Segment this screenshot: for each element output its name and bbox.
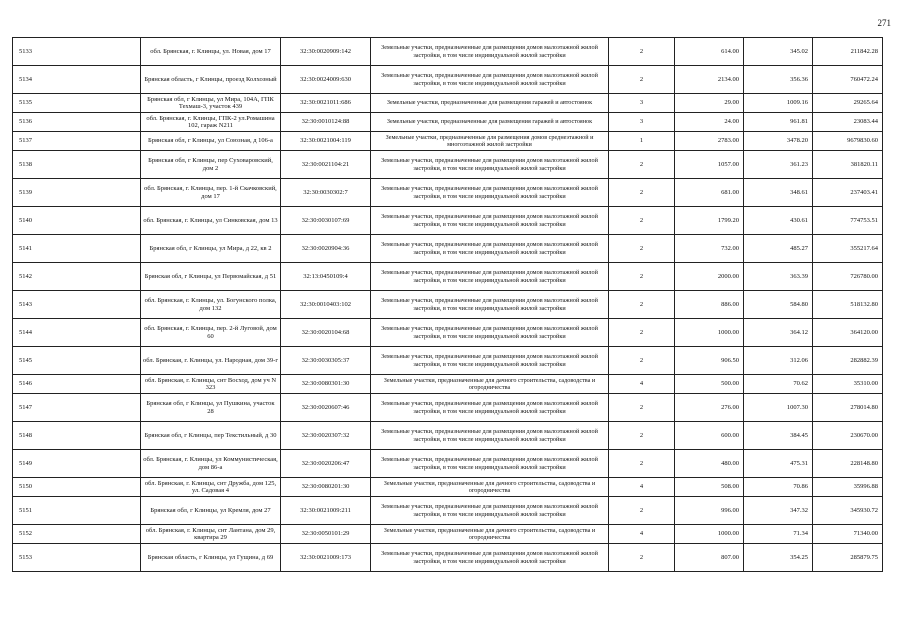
land-use-cell: Земельные участки, предназначенные для дачного строительства, садоводства и огородничества <box>371 478 609 497</box>
table-row <box>13 544 883 572</box>
land-use-cell: Земельные участки, предназначенные для размещения домов малоэтажной жилой застройки, в том числе индивидуальной жилой застройки <box>371 179 609 207</box>
area-cell: 614.00 <box>675 38 744 66</box>
address-cell: обл. Брянская, г. Клинцы, снт Дружба, дом 125, ул. Садовая 4 <box>141 478 281 497</box>
table-row <box>13 375 883 394</box>
area-cell: 2134.00 <box>675 66 744 94</box>
cadastral-number-cell: 32:30:0030305:37 <box>281 347 371 375</box>
row-number: 5139 <box>13 179 141 207</box>
area-cell: 24.00 <box>675 113 744 132</box>
land-use-cell: Земельные участки, предназначенные для размещения домов малоэтажной жилой застройки, в том числе индивидуальной жилой застройки <box>371 422 609 450</box>
table-row <box>13 525 883 544</box>
address-cell: Брянская область, г Клинцы, ул Гущина, д 69 <box>141 544 281 572</box>
address-cell: Брянская обл, г Клинцы, ул Первомайская, д 51 <box>141 263 281 291</box>
table-row <box>13 497 883 525</box>
group-cell: 2 <box>609 497 675 525</box>
cadastral-cost-cell: 278014.80 <box>813 394 883 422</box>
row-number: 5148 <box>13 422 141 450</box>
cadastral-cost-cell: 230670.00 <box>813 422 883 450</box>
land-use-cell: Земельные участки, предназначенные для размещения домов малоэтажной жилой застройки, в том числе индивидуальной жилой застройки <box>371 207 609 235</box>
specific-value-cell: 384.45 <box>744 422 813 450</box>
land-use-cell: Земельные участки, предназначенные для размещения гаражей и автостоянок <box>371 94 609 113</box>
cadastral-number-cell: 32:30:0020206:47 <box>281 450 371 478</box>
address-cell: Брянская обл, г Клинцы, ул Кремля, дом 27 <box>141 497 281 525</box>
specific-value-cell: 1007.30 <box>744 394 813 422</box>
table-row <box>13 207 883 235</box>
row-number: 5144 <box>13 319 141 347</box>
land-use-cell: Земельные участки, предназначенные для размещения гаражей и автостоянок <box>371 113 609 132</box>
specific-value-cell: 1009.16 <box>744 94 813 113</box>
address-cell: Брянская обл, г Клинцы, ул Союзная, д 106-а <box>141 132 281 151</box>
cadastral-number-cell: 32:30:0080201:30 <box>281 478 371 497</box>
cadastral-number-cell: 32:30:0020607:46 <box>281 394 371 422</box>
group-cell: 2 <box>609 207 675 235</box>
table-row <box>13 263 883 291</box>
cadastral-number-cell: 32:30:0010403:102 <box>281 291 371 319</box>
address-cell: Брянская обл, г Клинцы, пер Текстильный, д 30 <box>141 422 281 450</box>
specific-value-cell: 475.31 <box>744 450 813 478</box>
row-number: 5137 <box>13 132 141 151</box>
cadastral-cost-cell: 29265.64 <box>813 94 883 113</box>
group-cell: 2 <box>609 179 675 207</box>
group-cell: 2 <box>609 235 675 263</box>
cadastral-value-table <box>12 37 883 572</box>
cadastral-number-cell: 32:30:0050101:29 <box>281 525 371 544</box>
table-row <box>13 319 883 347</box>
specific-value-cell: 348.61 <box>744 179 813 207</box>
table-row <box>13 450 883 478</box>
cadastral-cost-cell: 381820.11 <box>813 151 883 179</box>
land-use-cell: Земельные участки, предназначенные для размещения домов малоэтажной жилой застройки, в том числе индивидуальной жилой застройки <box>371 66 609 94</box>
cadastral-cost-cell: 35310.00 <box>813 375 883 394</box>
area-cell: 29.00 <box>675 94 744 113</box>
area-cell: 1000.00 <box>675 319 744 347</box>
group-cell: 3 <box>609 94 675 113</box>
group-cell: 2 <box>609 450 675 478</box>
area-cell: 996.00 <box>675 497 744 525</box>
table-row <box>13 113 883 132</box>
address-cell: Брянская обл, г Клинцы, ул Мира, 104А, ГПК Техмаш-3, участок 439 <box>141 94 281 113</box>
area-cell: 480.00 <box>675 450 744 478</box>
area-cell: 600.00 <box>675 422 744 450</box>
group-cell: 2 <box>609 263 675 291</box>
group-cell: 4 <box>609 478 675 497</box>
cadastral-cost-cell: 774753.51 <box>813 207 883 235</box>
row-number: 5141 <box>13 235 141 263</box>
address-cell: обл. Брянская, г. Клинцы, ул Синковская, дом 13 <box>141 207 281 235</box>
cadastral-cost-cell: 760472.24 <box>813 66 883 94</box>
cadastral-number-cell: 32:30:0010124:88 <box>281 113 371 132</box>
cadastral-number-cell: 32:30:0030302:7 <box>281 179 371 207</box>
specific-value-cell: 430.61 <box>744 207 813 235</box>
table-row <box>13 151 883 179</box>
area-cell: 732.00 <box>675 235 744 263</box>
land-use-cell: Земельные участки, предназначенные для дачного строительства, садоводства и огородничества <box>371 375 609 394</box>
address-cell: обл. Брянская, г. Клинцы, пер. 1-й Скачковский, дом 17 <box>141 179 281 207</box>
cadastral-number-cell: 32:30:0020904:36 <box>281 235 371 263</box>
specific-value-cell: 485.27 <box>744 235 813 263</box>
address-cell: Брянская обл, г Клинцы, ул Мира, д 22, кв 2 <box>141 235 281 263</box>
table-row <box>13 422 883 450</box>
cadastral-cost-cell: 35996.88 <box>813 478 883 497</box>
specific-value-cell: 961.81 <box>744 113 813 132</box>
table-row <box>13 179 883 207</box>
specific-value-cell: 354.25 <box>744 544 813 572</box>
area-cell: 276.00 <box>675 394 744 422</box>
row-number: 5147 <box>13 394 141 422</box>
group-cell: 2 <box>609 422 675 450</box>
table-row <box>13 235 883 263</box>
specific-value-cell: 3478.20 <box>744 132 813 151</box>
land-use-cell: Земельные участки, предназначенные для размещения домов малоэтажной жилой застройки, в том числе индивидуальной жилой застройки <box>371 38 609 66</box>
specific-value-cell: 364.12 <box>744 319 813 347</box>
area-cell: 807.00 <box>675 544 744 572</box>
specific-value-cell: 347.32 <box>744 497 813 525</box>
land-use-cell: Земельные участки, предназначенные для размещения домов малоэтажной жилой застройки, в том числе индивидуальной жилой застройки <box>371 394 609 422</box>
table-row <box>13 66 883 94</box>
group-cell: 4 <box>609 375 675 394</box>
cadastral-cost-cell: 9679830.60 <box>813 132 883 151</box>
group-cell: 2 <box>609 394 675 422</box>
cadastral-cost-cell: 345930.72 <box>813 497 883 525</box>
area-cell: 681.00 <box>675 179 744 207</box>
area-cell: 508.00 <box>675 478 744 497</box>
cadastral-number-cell: 32:30:0021011:686 <box>281 94 371 113</box>
group-cell: 2 <box>609 544 675 572</box>
cadastral-number-cell: 32:30:0020307:32 <box>281 422 371 450</box>
cadastral-cost-cell: 71340.00 <box>813 525 883 544</box>
land-use-cell: Земельные участки, предназначенные для размещения домов малоэтажной жилой застройки, в том числе индивидуальной жилой застройки <box>371 319 609 347</box>
cadastral-cost-cell: 228148.80 <box>813 450 883 478</box>
cadastral-cost-cell: 355217.64 <box>813 235 883 263</box>
land-use-cell: Земельные участки, предназначенные для размещения домов среднеэтажной и многоэтажной жилой застройки <box>371 132 609 151</box>
specific-value-cell: 345.02 <box>744 38 813 66</box>
cadastral-number-cell: 32:30:0021104:21 <box>281 151 371 179</box>
group-cell: 4 <box>609 525 675 544</box>
cadastral-number-cell: 32:30:0020104:68 <box>281 319 371 347</box>
specific-value-cell: 70.62 <box>744 375 813 394</box>
row-number: 5146 <box>13 375 141 394</box>
row-number: 5143 <box>13 291 141 319</box>
table-row <box>13 478 883 497</box>
specific-value-cell: 363.39 <box>744 263 813 291</box>
group-cell: 3 <box>609 113 675 132</box>
row-number: 5134 <box>13 66 141 94</box>
area-cell: 1057.00 <box>675 151 744 179</box>
cadastral-number-cell: 32:30:0021009:211 <box>281 497 371 525</box>
table-body <box>13 38 883 572</box>
row-number: 5151 <box>13 497 141 525</box>
group-cell: 2 <box>609 66 675 94</box>
address-cell: обл. Брянская, г. Клинцы, ГПК-2 ул.Ромашина 102, гараж N211 <box>141 113 281 132</box>
page-number: 271 <box>877 18 891 28</box>
cadastral-cost-cell: 285879.75 <box>813 544 883 572</box>
specific-value-cell: 71.34 <box>744 525 813 544</box>
group-cell: 2 <box>609 291 675 319</box>
specific-value-cell: 356.36 <box>744 66 813 94</box>
specific-value-cell: 361.23 <box>744 151 813 179</box>
area-cell: 1799.20 <box>675 207 744 235</box>
area-cell: 500.00 <box>675 375 744 394</box>
land-use-cell: Земельные участки, предназначенные для размещения домов малоэтажной жилой застройки, в том числе индивидуальной жилой застройки <box>371 235 609 263</box>
table-row <box>13 291 883 319</box>
land-use-cell: Земельные участки, предназначенные для размещения домов малоэтажной жилой застройки, в том числе индивидуальной жилой застройки <box>371 291 609 319</box>
address-cell: Брянская обл, г Клинцы, ул Пушкина, участок 28 <box>141 394 281 422</box>
address-cell: обл. Брянская, г. Клинцы, ул Коммунистическая, дом 86-а <box>141 450 281 478</box>
cadastral-number-cell: 32:30:0030107:69 <box>281 207 371 235</box>
land-use-cell: Земельные участки, предназначенные для размещения домов малоэтажной жилой застройки, в том числе индивидуальной жилой застройки <box>371 347 609 375</box>
land-use-cell: Земельные участки, предназначенные для дачного строительства, садоводства и огородничества <box>371 525 609 544</box>
group-cell: 2 <box>609 319 675 347</box>
group-cell: 2 <box>609 38 675 66</box>
land-use-cell: Земельные участки, предназначенные для размещения домов малоэтажной жилой застройки, в том числе индивидуальной жилой застройки <box>371 544 609 572</box>
table-row <box>13 347 883 375</box>
specific-value-cell: 584.80 <box>744 291 813 319</box>
address-cell: обл. Брянская, г. Клинцы, ул. Новая, дом 17 <box>141 38 281 66</box>
cadastral-cost-cell: 282882.39 <box>813 347 883 375</box>
land-use-cell: Земельные участки, предназначенные для размещения домов малоэтажной жилой застройки, в том числе индивидуальной жилой застройки <box>371 497 609 525</box>
address-cell: обл. Брянская, г. Клинцы, ул. Народная, дом 39-г <box>141 347 281 375</box>
address-cell: обл. Брянская, г. Клинцы, ул. Богунского полка, дом 132 <box>141 291 281 319</box>
row-number: 5138 <box>13 151 141 179</box>
row-number: 5142 <box>13 263 141 291</box>
row-number: 5136 <box>13 113 141 132</box>
row-number: 5140 <box>13 207 141 235</box>
address-cell: обл. Брянская, г. Клинцы, пер. 2-й Луговой, дом 60 <box>141 319 281 347</box>
land-use-cell: Земельные участки, предназначенные для размещения домов малоэтажной жилой застройки, в том числе индивидуальной жилой застройки <box>371 151 609 179</box>
row-number: 5133 <box>13 38 141 66</box>
cadastral-cost-cell: 364120.00 <box>813 319 883 347</box>
group-cell: 1 <box>609 132 675 151</box>
cadastral-cost-cell: 211842.28 <box>813 38 883 66</box>
row-number: 5149 <box>13 450 141 478</box>
land-use-cell: Земельные участки, предназначенные для размещения домов малоэтажной жилой застройки, в том числе индивидуальной жилой застройки <box>371 263 609 291</box>
area-cell: 906.50 <box>675 347 744 375</box>
specific-value-cell: 70.86 <box>744 478 813 497</box>
group-cell: 2 <box>609 347 675 375</box>
table-row <box>13 38 883 66</box>
row-number: 5135 <box>13 94 141 113</box>
address-cell: Брянская область, г Клинцы, проезд Колхозный <box>141 66 281 94</box>
row-number: 5152 <box>13 525 141 544</box>
land-use-cell: Земельные участки, предназначенные для размещения домов малоэтажной жилой застройки, в том числе индивидуальной жилой застройки <box>371 450 609 478</box>
cadastral-number-cell: 32:13:0450109:4 <box>281 263 371 291</box>
cadastral-cost-cell: 518132.80 <box>813 291 883 319</box>
cadastral-cost-cell: 23083.44 <box>813 113 883 132</box>
group-cell: 2 <box>609 151 675 179</box>
row-number: 5150 <box>13 478 141 497</box>
address-cell: обл. Брянская, г. Клинцы, снт Восход, дом уч N 323 <box>141 375 281 394</box>
table-row <box>13 94 883 113</box>
area-cell: 2783.00 <box>675 132 744 151</box>
cadastral-number-cell: 32:30:0021009:173 <box>281 544 371 572</box>
row-number: 5153 <box>13 544 141 572</box>
address-cell: обл. Брянская, г. Клинцы, снт Лантана, дом 29, квартира 29 <box>141 525 281 544</box>
cadastral-cost-cell: 726780.00 <box>813 263 883 291</box>
specific-value-cell: 312.06 <box>744 347 813 375</box>
area-cell: 2000.00 <box>675 263 744 291</box>
table-row <box>13 132 883 151</box>
area-cell: 886.00 <box>675 291 744 319</box>
cadastral-number-cell: 32:30:0080301:30 <box>281 375 371 394</box>
cadastral-number-cell: 32:30:0024009:630 <box>281 66 371 94</box>
cadastral-number-cell: 32:30:0020909:142 <box>281 38 371 66</box>
cadastral-number-cell: 32:30:0021004:119 <box>281 132 371 151</box>
cadastral-cost-cell: 237403.41 <box>813 179 883 207</box>
table-row <box>13 394 883 422</box>
row-number: 5145 <box>13 347 141 375</box>
area-cell: 1000.00 <box>675 525 744 544</box>
address-cell: Брянская обл, г Клинцы, пер Суховаровский, дом 2 <box>141 151 281 179</box>
